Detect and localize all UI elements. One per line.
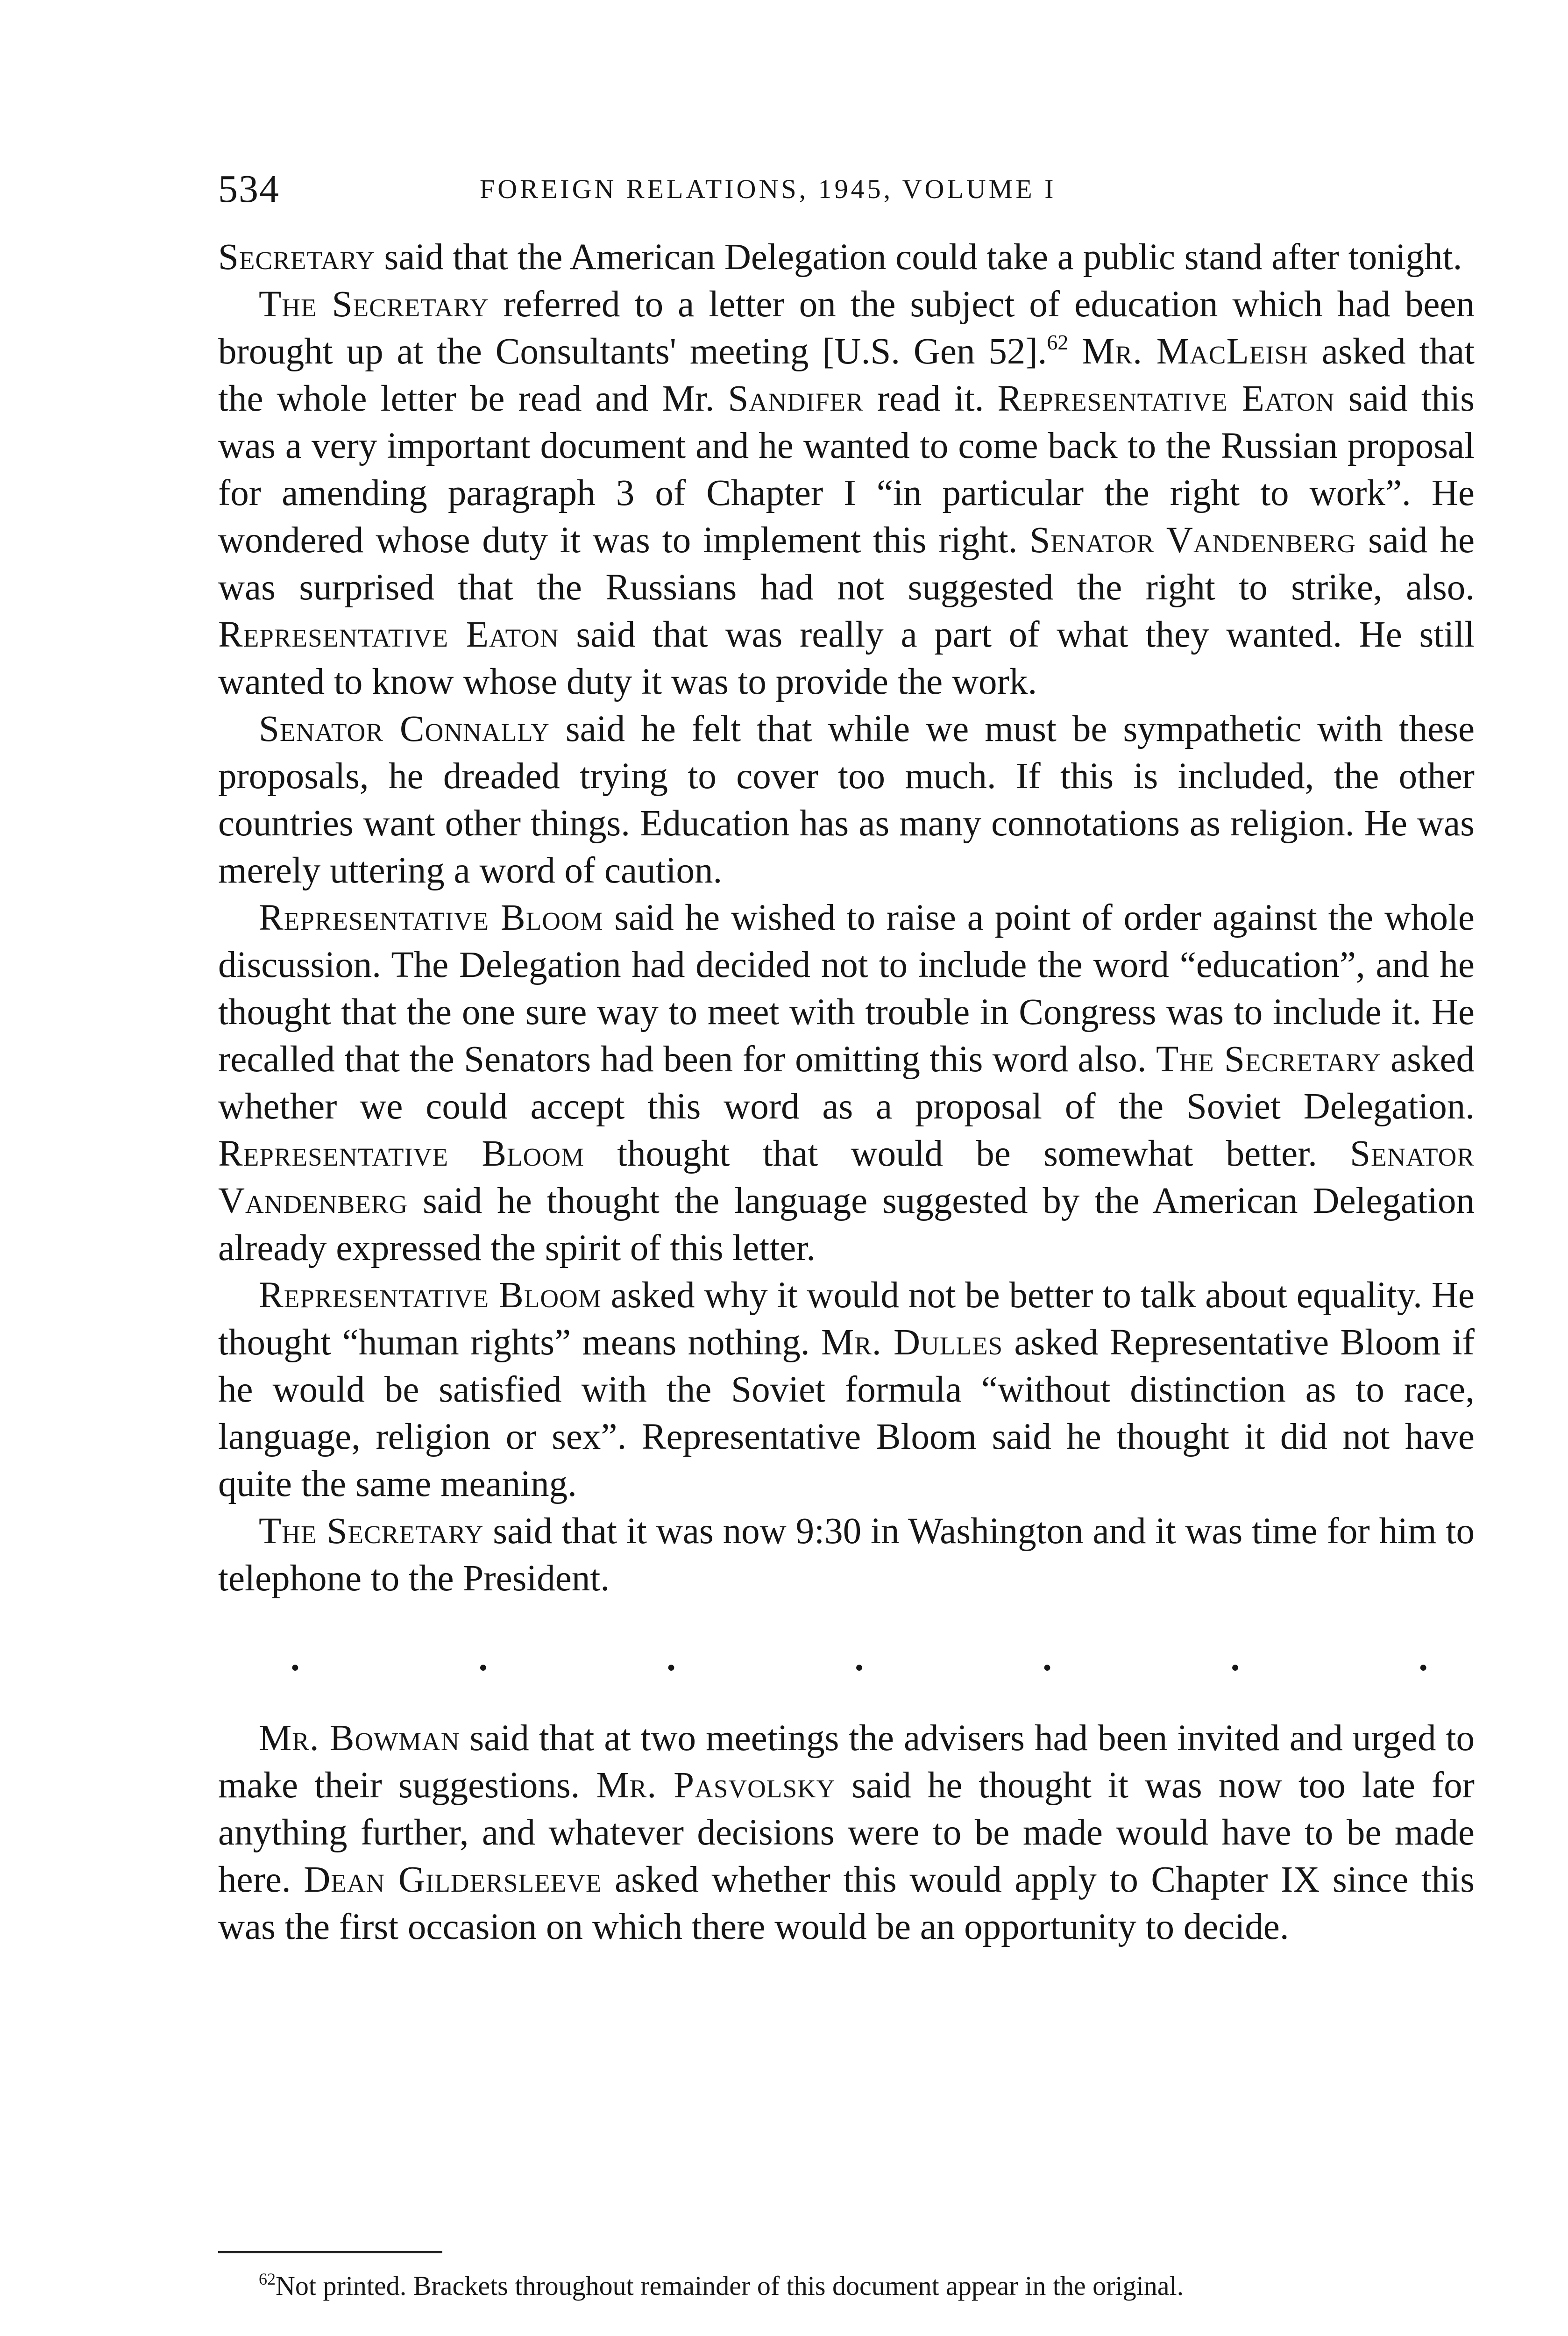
paragraph-text: read it. <box>863 378 998 419</box>
ellipsis-dot: . <box>854 1638 864 1679</box>
speaker-name: Representative Eaton <box>997 378 1335 419</box>
speaker-name: Mr. MacLeish <box>1082 331 1308 372</box>
footnote <box>218 2270 1475 2302</box>
footnote-text: Not printed. Brackets throughout remainder of this document appear in the original. <box>276 2271 1184 2301</box>
speaker-name: Representative Bloom <box>259 1275 602 1316</box>
paragraph <box>218 894 1475 1272</box>
paragraph-text: said he wished to raise a point of order against the whole discussion. The Delegation had decided not to include the word “education”, and he thought that the one sure way to meet with trouble in Congress was to include it. He recalled that the Senators had been for omitting this word also. <box>218 897 1475 1080</box>
paragraph-text: asked whether this would apply to Chapter IX since this was the first occasion on which there would be an opportunity to decide. <box>218 1859 1475 1947</box>
ellipsis-dot: . <box>667 1638 676 1679</box>
speaker-name: The Secretary <box>259 284 489 325</box>
speaker-name: Sandifer <box>728 378 864 419</box>
speaker-name: Secretary <box>218 237 375 278</box>
paragraph-text: said he was surprised that the Russians had not suggested the right to strike, also. <box>218 520 1475 608</box>
speaker-name: The Secretary <box>259 1511 484 1552</box>
speaker-name: Representative Eaton <box>218 614 559 655</box>
paragraph-text: said that was really a part of what they wanted. He still wanted to know whose duty it was to provide the work. <box>218 614 1475 702</box>
paragraph-text: said that at two meetings the advisers had been invited and urged to make their suggestions. <box>218 1718 1475 1806</box>
page-number: 534 <box>218 167 280 211</box>
paragraph-text: said that the American Delegation could take a public stand after tonight. <box>375 237 1462 278</box>
speaker-name: Mr. Bowman <box>259 1718 460 1759</box>
ellipsis-dot: . <box>291 1638 300 1679</box>
ellipsis-dot: . <box>1043 1638 1052 1679</box>
paragraph <box>218 234 1475 281</box>
running-head <box>218 164 1475 215</box>
speaker-name: Senator Vandenberg <box>218 1133 1475 1221</box>
running-head-title: FOREIGN RELATIONS, 1945, VOLUME I <box>480 174 1057 204</box>
paragraph <box>218 1508 1475 1602</box>
paragraph-text: asked whether we could accept this word as a proposal of the Soviet Delegation. <box>218 1039 1475 1127</box>
document-page <box>218 0 1475 2336</box>
paragraph <box>218 281 1475 705</box>
speaker-name: Dean Gildersleeve <box>304 1859 602 1900</box>
paragraph-text: referred to a letter on the subject of education which had been brought up at the Consultants' meeting [U.S. Gen 52]. <box>218 284 1475 372</box>
ellipsis-dot: . <box>478 1638 488 1679</box>
paragraph-text: asked why it would not be better to talk about equality. He thought “human rights” means nothing. <box>218 1275 1475 1363</box>
ellipsis-dot: . <box>1230 1638 1240 1679</box>
paragraph-text: said this was a very important document and he wanted to come back to the Russian proposal for amending paragraph 3 of Chapter I “in particular the right to work”. He wondered whose duty it was to implement this right. <box>218 378 1475 561</box>
paragraph-text: said that it was now 9:30 in Washington and it was time for him to telephone to the President. <box>218 1511 1475 1599</box>
paragraph-text: thought that would be somewhat better. <box>584 1133 1350 1174</box>
paragraph-text: said he thought the language suggested by the American Delegation already expressed the spirit of this letter. <box>218 1181 1475 1268</box>
footnote-mark: 62 <box>259 2270 276 2288</box>
ellipsis-dot: . <box>1419 1638 1428 1679</box>
footnote-paragraph <box>218 2270 1475 2302</box>
paragraph-text: said he thought it was now too late for anything further, and whatever decisions were to be made would have to be made here. <box>218 1765 1475 1900</box>
paragraph <box>218 705 1475 894</box>
paragraph <box>218 1272 1475 1508</box>
footnote-divider <box>218 2251 442 2253</box>
speaker-name: Senator Connally <box>259 709 550 749</box>
speaker-name: Senator Vandenberg <box>1029 520 1356 561</box>
speaker-name: The Secretary <box>1156 1039 1381 1080</box>
paragraph <box>218 1715 1475 1951</box>
speaker-name: Mr. Dulles <box>821 1322 1003 1363</box>
paragraph-text: asked Representative Bloom if he would be satisfied with the Soviet formula “without distinction as to race, language, religion or sex”. Representative Bloom said he thought it did not have quite the same meaning. <box>218 1322 1475 1504</box>
footnote-reference: 62 <box>1047 330 1069 354</box>
body-text <box>218 234 1475 1951</box>
paragraph-text: asked that the whole letter be read and Mr. <box>218 331 1475 419</box>
speaker-name: Representative Bloom <box>218 1133 584 1174</box>
speaker-name: Representative Bloom <box>259 897 603 938</box>
speaker-name: Mr. Pasvolsky <box>596 1765 836 1806</box>
ellipsis-separator <box>291 1635 1428 1682</box>
paragraph-text: said he felt that while we must be sympathetic with these proposals, he dreaded trying to cover too much. If this is included, the other countries want other things. Education has as many connotations as religion. He was merely uttering a word of caution. <box>218 709 1475 891</box>
